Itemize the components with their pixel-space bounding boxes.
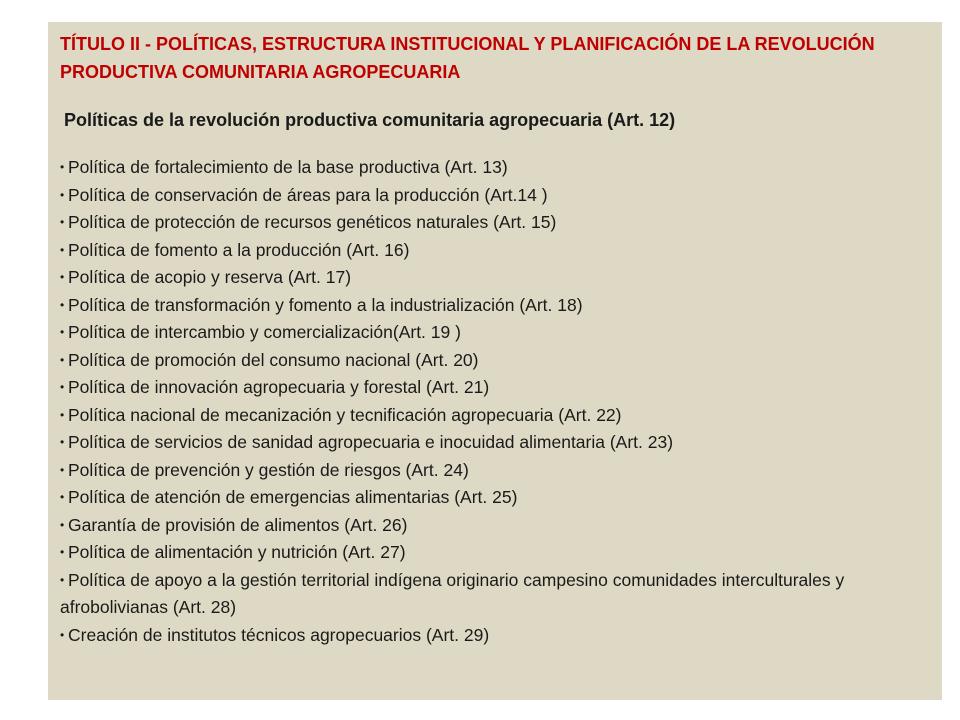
section-subtitle: Políticas de la revolución productiva comunitaria agropecuaria (Art. 12) [64, 110, 676, 130]
list-item [60, 264, 930, 292]
list-item-text: Política nacional de mecanización y tecnificación agropecuaria (Art. 22) [68, 404, 622, 425]
bullet-icon: • [60, 242, 65, 257]
bullet-icon: • [60, 215, 65, 229]
bullet-icon: • [60, 407, 65, 422]
list-item-text: Política de conservación de áreas para la producción (Art.14 ) [68, 184, 548, 205]
list-item-text: Garantía de provisión de alimentos (Art. 26) [68, 514, 408, 535]
list-item-text: Política de alimentación y nutrición (Art. 27) [68, 542, 406, 562]
list-item-text: Política de prevención y gestión de riesgos (Art. 24) [68, 459, 469, 480]
slide-title: TÍTULO II - POLÍTICAS, ESTRUCTURA INSTITUCIONAL Y PLANIFICACIÓN DE LA REVOLUCIÓN PRODUCTIVA COMUNITARIA AGROPECUARIA [60, 34, 875, 82]
list-item-text: Creación de institutos técnicos agropecuarios (Art. 29) [68, 624, 490, 645]
list-item [60, 512, 930, 540]
bullet-icon: • [60, 435, 65, 449]
bullet-icon: • [60, 270, 65, 284]
list-item [60, 567, 930, 622]
list-item [60, 347, 930, 375]
list-item-text: Política de transformación y fomento a la industrialización (Art. 18) [68, 294, 583, 315]
list-item [60, 182, 930, 210]
list-item-text: Política de servicios de sanidad agropecuaria e inocuidad alimentaria (Art. 23) [68, 432, 674, 452]
bullet-icon: • [60, 325, 65, 339]
slide-content-box [48, 22, 942, 700]
list-item [60, 319, 930, 347]
list-item [60, 237, 930, 265]
list-item-text: Política de protección de recursos genéticos naturales (Art. 15) [68, 212, 557, 232]
list-item [60, 457, 930, 485]
list-item-text: Política de apoyo a la gestión territorial indígena originario campesino comunidades interculturales y afrobolivianas (Art. 28) [60, 569, 845, 617]
list-item [60, 402, 930, 430]
list-item [60, 374, 930, 402]
list-item-text: Política de promoción del consumo nacional (Art. 20) [68, 349, 479, 370]
bullet-icon: • [60, 187, 65, 202]
list-item [60, 539, 930, 567]
list-item [60, 154, 930, 182]
bullet-icon: • [60, 297, 65, 312]
bullet-icon: • [60, 462, 65, 477]
list-item [60, 622, 930, 650]
bullet-icon: • [60, 572, 65, 587]
bullet-icon: • [60, 160, 65, 174]
policy-list [60, 154, 930, 649]
list-item-text: Política de intercambio y comercialización(Art. 19 ) [68, 322, 461, 342]
list-item [60, 484, 930, 512]
list-item-text: Política de fortalecimiento de la base productiva (Art. 13) [68, 157, 508, 177]
bullet-icon: • [60, 352, 65, 367]
list-item-text: Política de innovación agropecuaria y forestal (Art. 21) [68, 377, 490, 397]
bullet-icon: • [60, 627, 65, 642]
bullet-icon: • [60, 545, 65, 559]
list-item [60, 209, 930, 237]
list-item-text: Política de acopio y reserva (Art. 17) [68, 267, 352, 287]
bullet-icon: • [60, 380, 65, 394]
list-item-text: Política de fomento a la producción (Art. 16) [68, 239, 410, 260]
list-item [60, 429, 930, 457]
bullet-icon: • [60, 490, 65, 504]
list-item [60, 292, 930, 320]
bullet-icon: • [60, 517, 65, 532]
list-item-text: Política de atención de emergencias alimentarias (Art. 25) [68, 487, 518, 507]
